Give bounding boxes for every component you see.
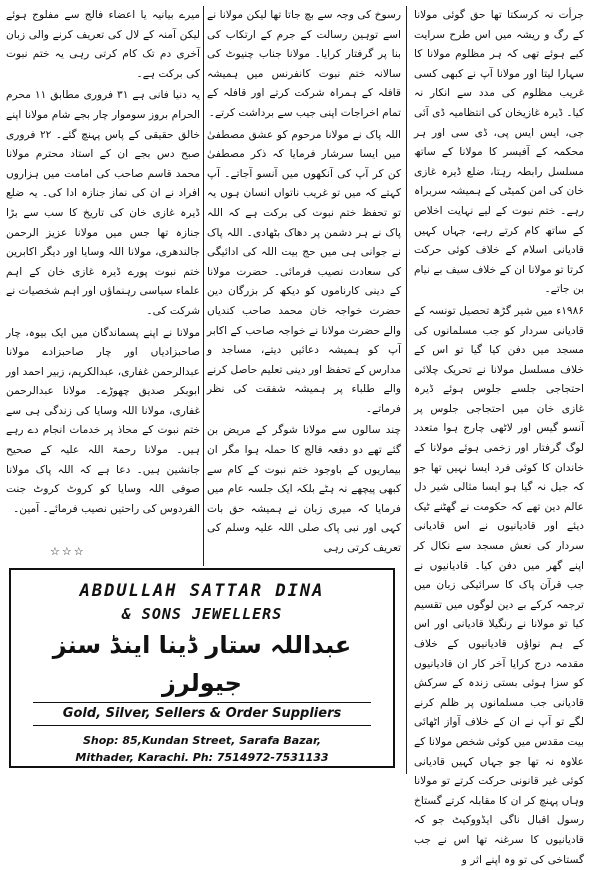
- column-divider: [203, 6, 204, 566]
- advert-business-line: & SONS JEWELLERS: [121, 605, 283, 623]
- jeweller-advertisement: [9, 568, 395, 768]
- advert-address-line: Mithader, Karachi. Ph: 7514972-7531133: [75, 751, 329, 764]
- article-column-left: [6, 6, 200, 550]
- article-paragraph: رسوخ کی وجہ سے بچ جاتا تھا لیکن مولانا نے اسے توہین رسالت کے جرم کے ارتکاب کی بنا پر گرفتار کرایا۔ مولانا جناب چنیوٹ کی سالانہ ختم نبوت کانفرنس میں ہمیشہ قافلہ کے ہمراہ شرکت کرتے اور قافلہ کے تمام اخراجات اپنی جیب سے برداشت کرتے۔: [207, 9, 401, 119]
- article-paragraph: جرأت نہ کرسکتا تھا حق گوئی مولانا کے رگ و ریشہ میں اس طرح سرایت کیے ہوئے تھی کہ ہر مظلوم مولانا کا سہارا لیتا اور مولانا آپ نے کبھی کسی غریب مظلوم کی مدد سے انکار نہ کیا۔ ڈیرہ غازیخان کی انتظامیہ ڈی آئی جی، ایس ایس پی، ڈی سی اور ہر محکمہ کے آفیسر کا مولانا کے ساتھ مسلسل رابطہ رہتا، ضلع ڈیرہ غازی خان کی امن کمیٹی کے ہمیشہ سربراہ رہے۔ ختم نبوت کے لیے نہایت اخلاص کے ساتھ کام کرتے رہے، جہاں کہیں قادیانی اسلام کے خلاف کوئی حرکت کرتا تو مولانا ان کے خلاف سیف بے نیام بن جاتے۔: [414, 9, 584, 296]
- article-paragraph: ۱۹۸۶ء میں شیر گڑھ تحصیل تونسہ کے قادیانی سردار کو جب مسلمانوں کی مسجد میں دفن کیا گیا تو اس کے خلاف مسلسل مولانا نے تحریک چلائی احتجاجی جلسے جلوس ہوئے ڈیرہ غازی خان میں احتجاجی جلوس پر آنسو گیس اور لاٹھی چارج ہوا متعدد لوگ گرفتار اور زخمی ہوئے مولانا کے خاندان کا کوئی فرد ایسا نہیں تھا جو کہ جیل نہ گیا ہو ایسا مثالی شیر دل عالم دین تھے کہ حکومت نے گھٹنے ٹیک دیئے اور قادیانیوں نے اس قادیانی سردار کی نعش مسجد سے نکال کر اپنے گھر میں دفن کیا۔ قادیانیوں نے جب قرآن پاک کا سرائیکی زبان میں ترجمہ کرکے بے دین لوگوں میں تقسیم کیا تو مولانا نے رنگیلا قادیانی اور اس کے ہم نواؤں قادیانیوں کے خلاف مقدمہ درج کرایا آخر کار ان قادیانیوں کو سزا ہوئی بستی زندہ کے سرکش قادیانی جب مسلمانوں پر ظلم کرنے لگے تو آپ نے ان کے خلاف آواز اٹھائی بیت مقدس میں کوئی شخص مولانا کے علاوہ نہ تھا جو جہاں کہیں قادیانی کوئی غیر قانونی حرکت کرتے تو مولانا وہاں پہنچ کر ان کا مقابلہ کرتے گستاخ رسول اقبال ناگی ایڈووکیٹ جو کہ قادیانیوں کا سرغنہ تھا اس نے جب گستاخی کی تو وہ اپنے اثر و: [414, 304, 584, 866]
- advert-services: Gold, Silver, Sellers & Order Suppliers: [33, 702, 371, 726]
- section-separator-stars: ☆☆☆: [50, 545, 86, 558]
- article-paragraph: یہ دنیا فانی ہے ۳۱ فروری مطابق ۱۱ محرم الحرام بروز سوموار چار بجے شام مولانا اپنے خالق حقیقی کے پاس پہنچ گئے۔ ۲۲ فروری صبح دس بجے ان کے استاد محترم مولانا محمد قاسم صاحب کی امامت میں ہزاروں افراد نے ان کی نماز جنازہ ادا کی۔ یہ ضلع ڈیرہ غازی خان کی تاریخ کا سب سے بڑا جنازہ تھا جس میں مولانا عزیز الرحمن جالندھری، مولانا اللہ وسایا اور دیگر اکابرین ختم نبوت پورے ڈیرہ غازی خان کے اہم علماء سیاسی رہنماؤں اور اہم شخصیات نے شرکت کی۔: [6, 89, 200, 317]
- article-paragraph: مولانا نے اپنے پسماندگان میں ایک بیوہ، چار صاحبزادیاں اور چار صاحبزادے مولانا عبدالرحمن غفاری، عبدالکریم، زبیر احمد اور ابوبکر صدیق چھوڑے۔ مولانا عبدالرحمن غفاری، مولانا اللہ وسایا کی زندگی ہی سے ختم نبوت کے محاذ پر خدمات انجام دے رہے ہیں۔ مولانا رحمۃ اللہ علیہ کے صحیح جانشین ہیں۔ دعا ہے کہ اللہ پاک مولانا صوفی اللہ وسایا کو کروٹ کروٹ جنت الفردوس کی راحتیں نصیب فرمائے۔ آمین۔: [6, 326, 200, 515]
- article-paragraph: اللہ پاک نے مولانا مرحوم کو عشق مصطفیٰ میں ایسا سرشار فرمایا کہ ذکر مصطفیٰ کن کر آپ کی آنکھوں میں آنسو آجاتے۔ آپ کہتے کہ میں تو غریب ناتواں انسان ہوں یہ تو تحفظ ختم نبوت کی برکت ہے کہ اللہ پاک نے ہر دشمن پر دھاک بٹھادی۔ اللہ پاک نے جوانی ہی میں حج بیت اللہ کی ادائیگی کی سعادت نصیب فرمائی۔ حضرت مولانا کے دینی کارناموں کو دیکھ کر بزرگان دین حضرت خواجہ خان محمد صاحب کندیاں والے حضرت مولانا نے خواجہ صاحب کے اکابر آپ کو ہمیشہ دعائیں دیتے، مساجد و مدارس کے تحفظ اور دینی تعلیم حاصل کرنے والے طلباء پر ہمیشہ شفقت کی نظر فرماتے۔: [207, 128, 401, 415]
- article-column-right: [414, 6, 584, 866]
- article-column-middle: [207, 6, 401, 572]
- article-paragraph: چند سالوں سے مولانا شوگر کے مریض بن گئے تھے دو دفعہ فالج کا حملہ ہوا مگر ان بیماریوں کے باوجود ختم نبوت کے کام سے کبھی پیچھے نہ ہٹے بلکہ ایک جلسہ عام میں فرمایا کہ میری زبان نے ہمیشہ حق بات کہی اور نبی پاک صلی اللہ علیہ وسلم کی تعریف کرتی رہی: [207, 424, 401, 555]
- advert-address-line: Shop: 85,Kundan Street, Sarafa Bazar,: [82, 734, 322, 747]
- advert-business-name: ABDULLAH SATTAR DINA: [79, 581, 325, 601]
- article-paragraph: میرے بیانیہ یا اعضاء فالج سے مفلوج ہوئے لیکن آمنہ کے لال کی تعریف کرنے والی زبان آخری دم تک کام کرتی رہی یہ ختم نبوت کی برکت ہے۔: [6, 9, 200, 80]
- column-divider: [406, 6, 407, 774]
- advert-business-name-urdu: عبداللہ ستار ڈینا اینڈ سنز جیولرز: [52, 631, 352, 697]
